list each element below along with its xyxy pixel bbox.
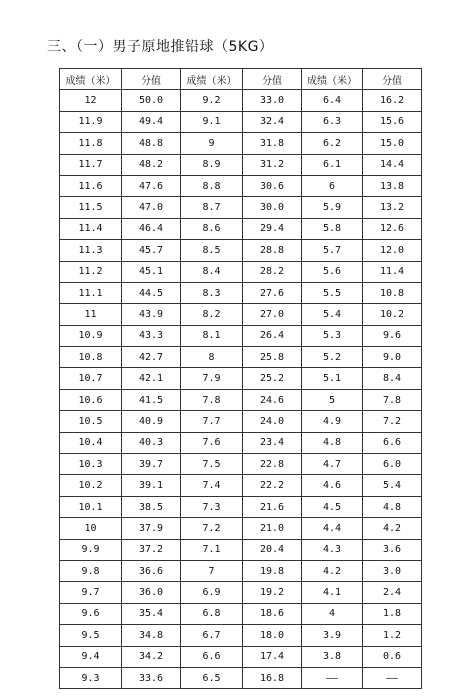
table-cell: 39.1 bbox=[122, 475, 181, 496]
table-cell: 8.4 bbox=[363, 368, 422, 389]
table-cell: 40.3 bbox=[122, 432, 181, 453]
table-cell: 8 bbox=[181, 347, 243, 368]
table-cell: 8.3 bbox=[181, 282, 243, 303]
table-cell: 9.6 bbox=[363, 325, 422, 346]
table-cell: 10.8 bbox=[363, 282, 422, 303]
table-cell: 25.2 bbox=[243, 368, 302, 389]
table-cell: 11.2 bbox=[60, 261, 122, 282]
table-row bbox=[60, 240, 422, 261]
table-cell: 10.6 bbox=[60, 389, 122, 410]
table-cell: 10.9 bbox=[60, 325, 122, 346]
table-row bbox=[60, 261, 422, 282]
table-row bbox=[60, 154, 422, 175]
table-row bbox=[60, 111, 422, 132]
table-cell: —— bbox=[363, 667, 422, 688]
table-cell: 28.8 bbox=[243, 240, 302, 261]
table-cell: 26.4 bbox=[243, 325, 302, 346]
table-cell: 8.2 bbox=[181, 304, 243, 325]
table-cell: 5.7 bbox=[302, 240, 363, 261]
table-cell: 5.4 bbox=[302, 304, 363, 325]
table-cell: 11.3 bbox=[60, 240, 122, 261]
table-cell: 31.8 bbox=[243, 133, 302, 154]
table-cell: 6.5 bbox=[181, 667, 243, 688]
table-cell: 38.5 bbox=[122, 496, 181, 517]
table-cell: 7.1 bbox=[181, 539, 243, 560]
table-row bbox=[60, 133, 422, 154]
table-cell: 7.4 bbox=[181, 475, 243, 496]
table-cell: 0.6 bbox=[363, 646, 422, 667]
table-row bbox=[60, 218, 422, 239]
table-row bbox=[60, 175, 422, 196]
table-cell: 5.3 bbox=[302, 325, 363, 346]
table-cell: 12.6 bbox=[363, 218, 422, 239]
table-cell: 7.2 bbox=[181, 518, 243, 539]
table-cell: 7.8 bbox=[363, 389, 422, 410]
table-row bbox=[60, 496, 422, 517]
table-cell: 7.2 bbox=[363, 411, 422, 432]
table-cell: 4.8 bbox=[363, 496, 422, 517]
table-cell: 9.4 bbox=[60, 646, 122, 667]
table-cell: 4 bbox=[302, 603, 363, 624]
table-cell: 4.2 bbox=[302, 560, 363, 581]
table-cell: 10.1 bbox=[60, 496, 122, 517]
table-cell: 8.7 bbox=[181, 197, 243, 218]
table-cell: 6.4 bbox=[302, 90, 363, 111]
table-cell: 4.7 bbox=[302, 454, 363, 475]
table-cell: 11.4 bbox=[363, 261, 422, 282]
header-cell: 分值 bbox=[122, 69, 181, 90]
table-cell: 4.2 bbox=[363, 518, 422, 539]
table-cell: 1.2 bbox=[363, 625, 422, 646]
table-cell: 48.2 bbox=[122, 154, 181, 175]
table-cell: 16.8 bbox=[243, 667, 302, 688]
table-cell: 6.6 bbox=[363, 432, 422, 453]
table-cell: 5.6 bbox=[302, 261, 363, 282]
table-cell: 13.2 bbox=[363, 197, 422, 218]
table-cell: 24.0 bbox=[243, 411, 302, 432]
table-cell: 19.8 bbox=[243, 560, 302, 581]
table-row bbox=[60, 539, 422, 560]
table-cell: 40.9 bbox=[122, 411, 181, 432]
table-cell: 7.9 bbox=[181, 368, 243, 389]
table-cell: 16.2 bbox=[363, 90, 422, 111]
table-row bbox=[60, 667, 422, 688]
table-cell: 37.9 bbox=[122, 518, 181, 539]
table-cell: 21.0 bbox=[243, 518, 302, 539]
table-cell: 7.7 bbox=[181, 411, 243, 432]
table-cell: 42.7 bbox=[122, 347, 181, 368]
table-row bbox=[60, 389, 422, 410]
table-cell: 5.2 bbox=[302, 347, 363, 368]
table-cell: 11 bbox=[60, 304, 122, 325]
table-cell: 15.0 bbox=[363, 133, 422, 154]
table-cell: 6.8 bbox=[181, 603, 243, 624]
table-cell: 29.4 bbox=[243, 218, 302, 239]
table-cell: 10.3 bbox=[60, 454, 122, 475]
table-cell: 8.1 bbox=[181, 325, 243, 346]
table-row bbox=[60, 475, 422, 496]
table-cell: 23.4 bbox=[243, 432, 302, 453]
table-cell: 6.2 bbox=[302, 133, 363, 154]
table-cell: 6.0 bbox=[363, 454, 422, 475]
table-cell: 30.0 bbox=[243, 197, 302, 218]
table-cell: 46.4 bbox=[122, 218, 181, 239]
table-cell: 4.8 bbox=[302, 432, 363, 453]
table-cell: 47.6 bbox=[122, 175, 181, 196]
table-cell: 11.6 bbox=[60, 175, 122, 196]
table-cell: 45.1 bbox=[122, 261, 181, 282]
table-cell: 14.4 bbox=[363, 154, 422, 175]
table-row bbox=[60, 282, 422, 303]
table-cell: 6.9 bbox=[181, 582, 243, 603]
document-title: 三、（一）男子原地推铅球（5KG） bbox=[47, 39, 274, 55]
table-cell: 4.3 bbox=[302, 539, 363, 560]
header-cell: 成绩（米） bbox=[60, 69, 122, 90]
table-cell: 9.0 bbox=[363, 347, 422, 368]
table-row bbox=[60, 304, 422, 325]
table-cell: 7.8 bbox=[181, 389, 243, 410]
table-cell: 11.9 bbox=[60, 111, 122, 132]
table-cell: 44.5 bbox=[122, 282, 181, 303]
table-cell: 2.4 bbox=[363, 582, 422, 603]
table-cell: 11.8 bbox=[60, 133, 122, 154]
table-cell: 8.9 bbox=[181, 154, 243, 175]
table-cell: 4.5 bbox=[302, 496, 363, 517]
table-cell: 9.2 bbox=[181, 90, 243, 111]
table-cell: 32.4 bbox=[243, 111, 302, 132]
table-cell: 43.3 bbox=[122, 325, 181, 346]
table-cell: 19.2 bbox=[243, 582, 302, 603]
table-row bbox=[60, 646, 422, 667]
table-cell: 6.3 bbox=[302, 111, 363, 132]
table-cell: 3.0 bbox=[363, 560, 422, 581]
table-cell: 4.6 bbox=[302, 475, 363, 496]
table-cell: 5.4 bbox=[363, 475, 422, 496]
table-cell: 8.6 bbox=[181, 218, 243, 239]
table-cell: 12 bbox=[60, 90, 122, 111]
table-cell: 7.5 bbox=[181, 454, 243, 475]
table-cell: 11.5 bbox=[60, 197, 122, 218]
table-cell: 4.9 bbox=[302, 411, 363, 432]
table-cell: 13.8 bbox=[363, 175, 422, 196]
table-cell: 5 bbox=[302, 389, 363, 410]
table-cell: 34.8 bbox=[122, 625, 181, 646]
table-cell: 49.4 bbox=[122, 111, 181, 132]
table-cell: 39.7 bbox=[122, 454, 181, 475]
table-cell: 6.6 bbox=[181, 646, 243, 667]
table-row bbox=[60, 582, 422, 603]
table-cell: 17.4 bbox=[243, 646, 302, 667]
table-cell: 6.1 bbox=[302, 154, 363, 175]
header-row bbox=[60, 69, 422, 90]
table-cell: 9.7 bbox=[60, 582, 122, 603]
table-cell: 10.7 bbox=[60, 368, 122, 389]
score-table bbox=[59, 68, 422, 689]
table-cell: 10.2 bbox=[60, 475, 122, 496]
table-row bbox=[60, 411, 422, 432]
table-cell: 36.6 bbox=[122, 560, 181, 581]
table-cell: 3.9 bbox=[302, 625, 363, 646]
table-cell: 6 bbox=[302, 175, 363, 196]
table-cell: 9.3 bbox=[60, 667, 122, 688]
table-cell: 15.6 bbox=[363, 111, 422, 132]
table-cell: 37.2 bbox=[122, 539, 181, 560]
table-cell: 7.6 bbox=[181, 432, 243, 453]
table-cell: 50.0 bbox=[122, 90, 181, 111]
table-cell: 25.8 bbox=[243, 347, 302, 368]
table-cell: 41.5 bbox=[122, 389, 181, 410]
table-cell: 24.6 bbox=[243, 389, 302, 410]
table-cell: 28.2 bbox=[243, 261, 302, 282]
table-row bbox=[60, 90, 422, 111]
table-cell: 10.5 bbox=[60, 411, 122, 432]
score-table-header bbox=[60, 69, 422, 90]
table-cell: 27.0 bbox=[243, 304, 302, 325]
table-cell: 20.4 bbox=[243, 539, 302, 560]
table-cell: 10 bbox=[60, 518, 122, 539]
table-cell: 35.4 bbox=[122, 603, 181, 624]
table-cell: 48.8 bbox=[122, 133, 181, 154]
header-cell: 分值 bbox=[363, 69, 422, 90]
table-cell: 42.1 bbox=[122, 368, 181, 389]
table-row bbox=[60, 347, 422, 368]
table-cell: 11.4 bbox=[60, 218, 122, 239]
table-cell: 33.0 bbox=[243, 90, 302, 111]
table-cell: 7.3 bbox=[181, 496, 243, 517]
table-cell: 33.6 bbox=[122, 667, 181, 688]
table-cell: 9.8 bbox=[60, 560, 122, 581]
table-row bbox=[60, 560, 422, 581]
table-cell: 6.7 bbox=[181, 625, 243, 646]
table-cell: 12.0 bbox=[363, 240, 422, 261]
table-cell: 3.6 bbox=[363, 539, 422, 560]
table-cell: 47.0 bbox=[122, 197, 181, 218]
table-cell: 4.4 bbox=[302, 518, 363, 539]
table-cell: 9 bbox=[181, 133, 243, 154]
table-row bbox=[60, 368, 422, 389]
table-cell: 45.7 bbox=[122, 240, 181, 261]
table-cell: 21.6 bbox=[243, 496, 302, 517]
table-cell: 8.5 bbox=[181, 240, 243, 261]
table-cell: 11.1 bbox=[60, 282, 122, 303]
table-cell: 5.5 bbox=[302, 282, 363, 303]
table-row bbox=[60, 325, 422, 346]
table-cell: 8.8 bbox=[181, 175, 243, 196]
table-cell: 1.8 bbox=[363, 603, 422, 624]
table-cell: 10.8 bbox=[60, 347, 122, 368]
table-row bbox=[60, 197, 422, 218]
table-cell: 9.1 bbox=[181, 111, 243, 132]
table-row bbox=[60, 518, 422, 539]
table-cell: 10.4 bbox=[60, 432, 122, 453]
table-cell: 4.1 bbox=[302, 582, 363, 603]
table-cell: 22.2 bbox=[243, 475, 302, 496]
table-row bbox=[60, 454, 422, 475]
table-row bbox=[60, 625, 422, 646]
table-cell: 11.7 bbox=[60, 154, 122, 175]
table-cell: 5.1 bbox=[302, 368, 363, 389]
header-cell: 分值 bbox=[243, 69, 302, 90]
table-cell: 31.2 bbox=[243, 154, 302, 175]
table-row bbox=[60, 432, 422, 453]
table-cell: 5.9 bbox=[302, 197, 363, 218]
table-cell: 5.8 bbox=[302, 218, 363, 239]
header-cell: 成绩（米） bbox=[302, 69, 363, 90]
table-cell: 8.4 bbox=[181, 261, 243, 282]
table-cell: 9.9 bbox=[60, 539, 122, 560]
table-cell: 10.2 bbox=[363, 304, 422, 325]
header-cell: 成绩（米） bbox=[181, 69, 243, 90]
score-table-body bbox=[60, 90, 422, 689]
table-cell: 9.5 bbox=[60, 625, 122, 646]
table-cell: 18.6 bbox=[243, 603, 302, 624]
table-cell: 18.0 bbox=[243, 625, 302, 646]
table-cell: 30.6 bbox=[243, 175, 302, 196]
table-cell: 34.2 bbox=[122, 646, 181, 667]
table-row bbox=[60, 603, 422, 624]
table-cell: 7 bbox=[181, 560, 243, 581]
table-cell: 43.9 bbox=[122, 304, 181, 325]
table-cell: —— bbox=[302, 667, 363, 688]
table-cell: 36.0 bbox=[122, 582, 181, 603]
table-cell: 22.8 bbox=[243, 454, 302, 475]
table-cell: 3.8 bbox=[302, 646, 363, 667]
table-cell: 27.6 bbox=[243, 282, 302, 303]
table-cell: 9.6 bbox=[60, 603, 122, 624]
